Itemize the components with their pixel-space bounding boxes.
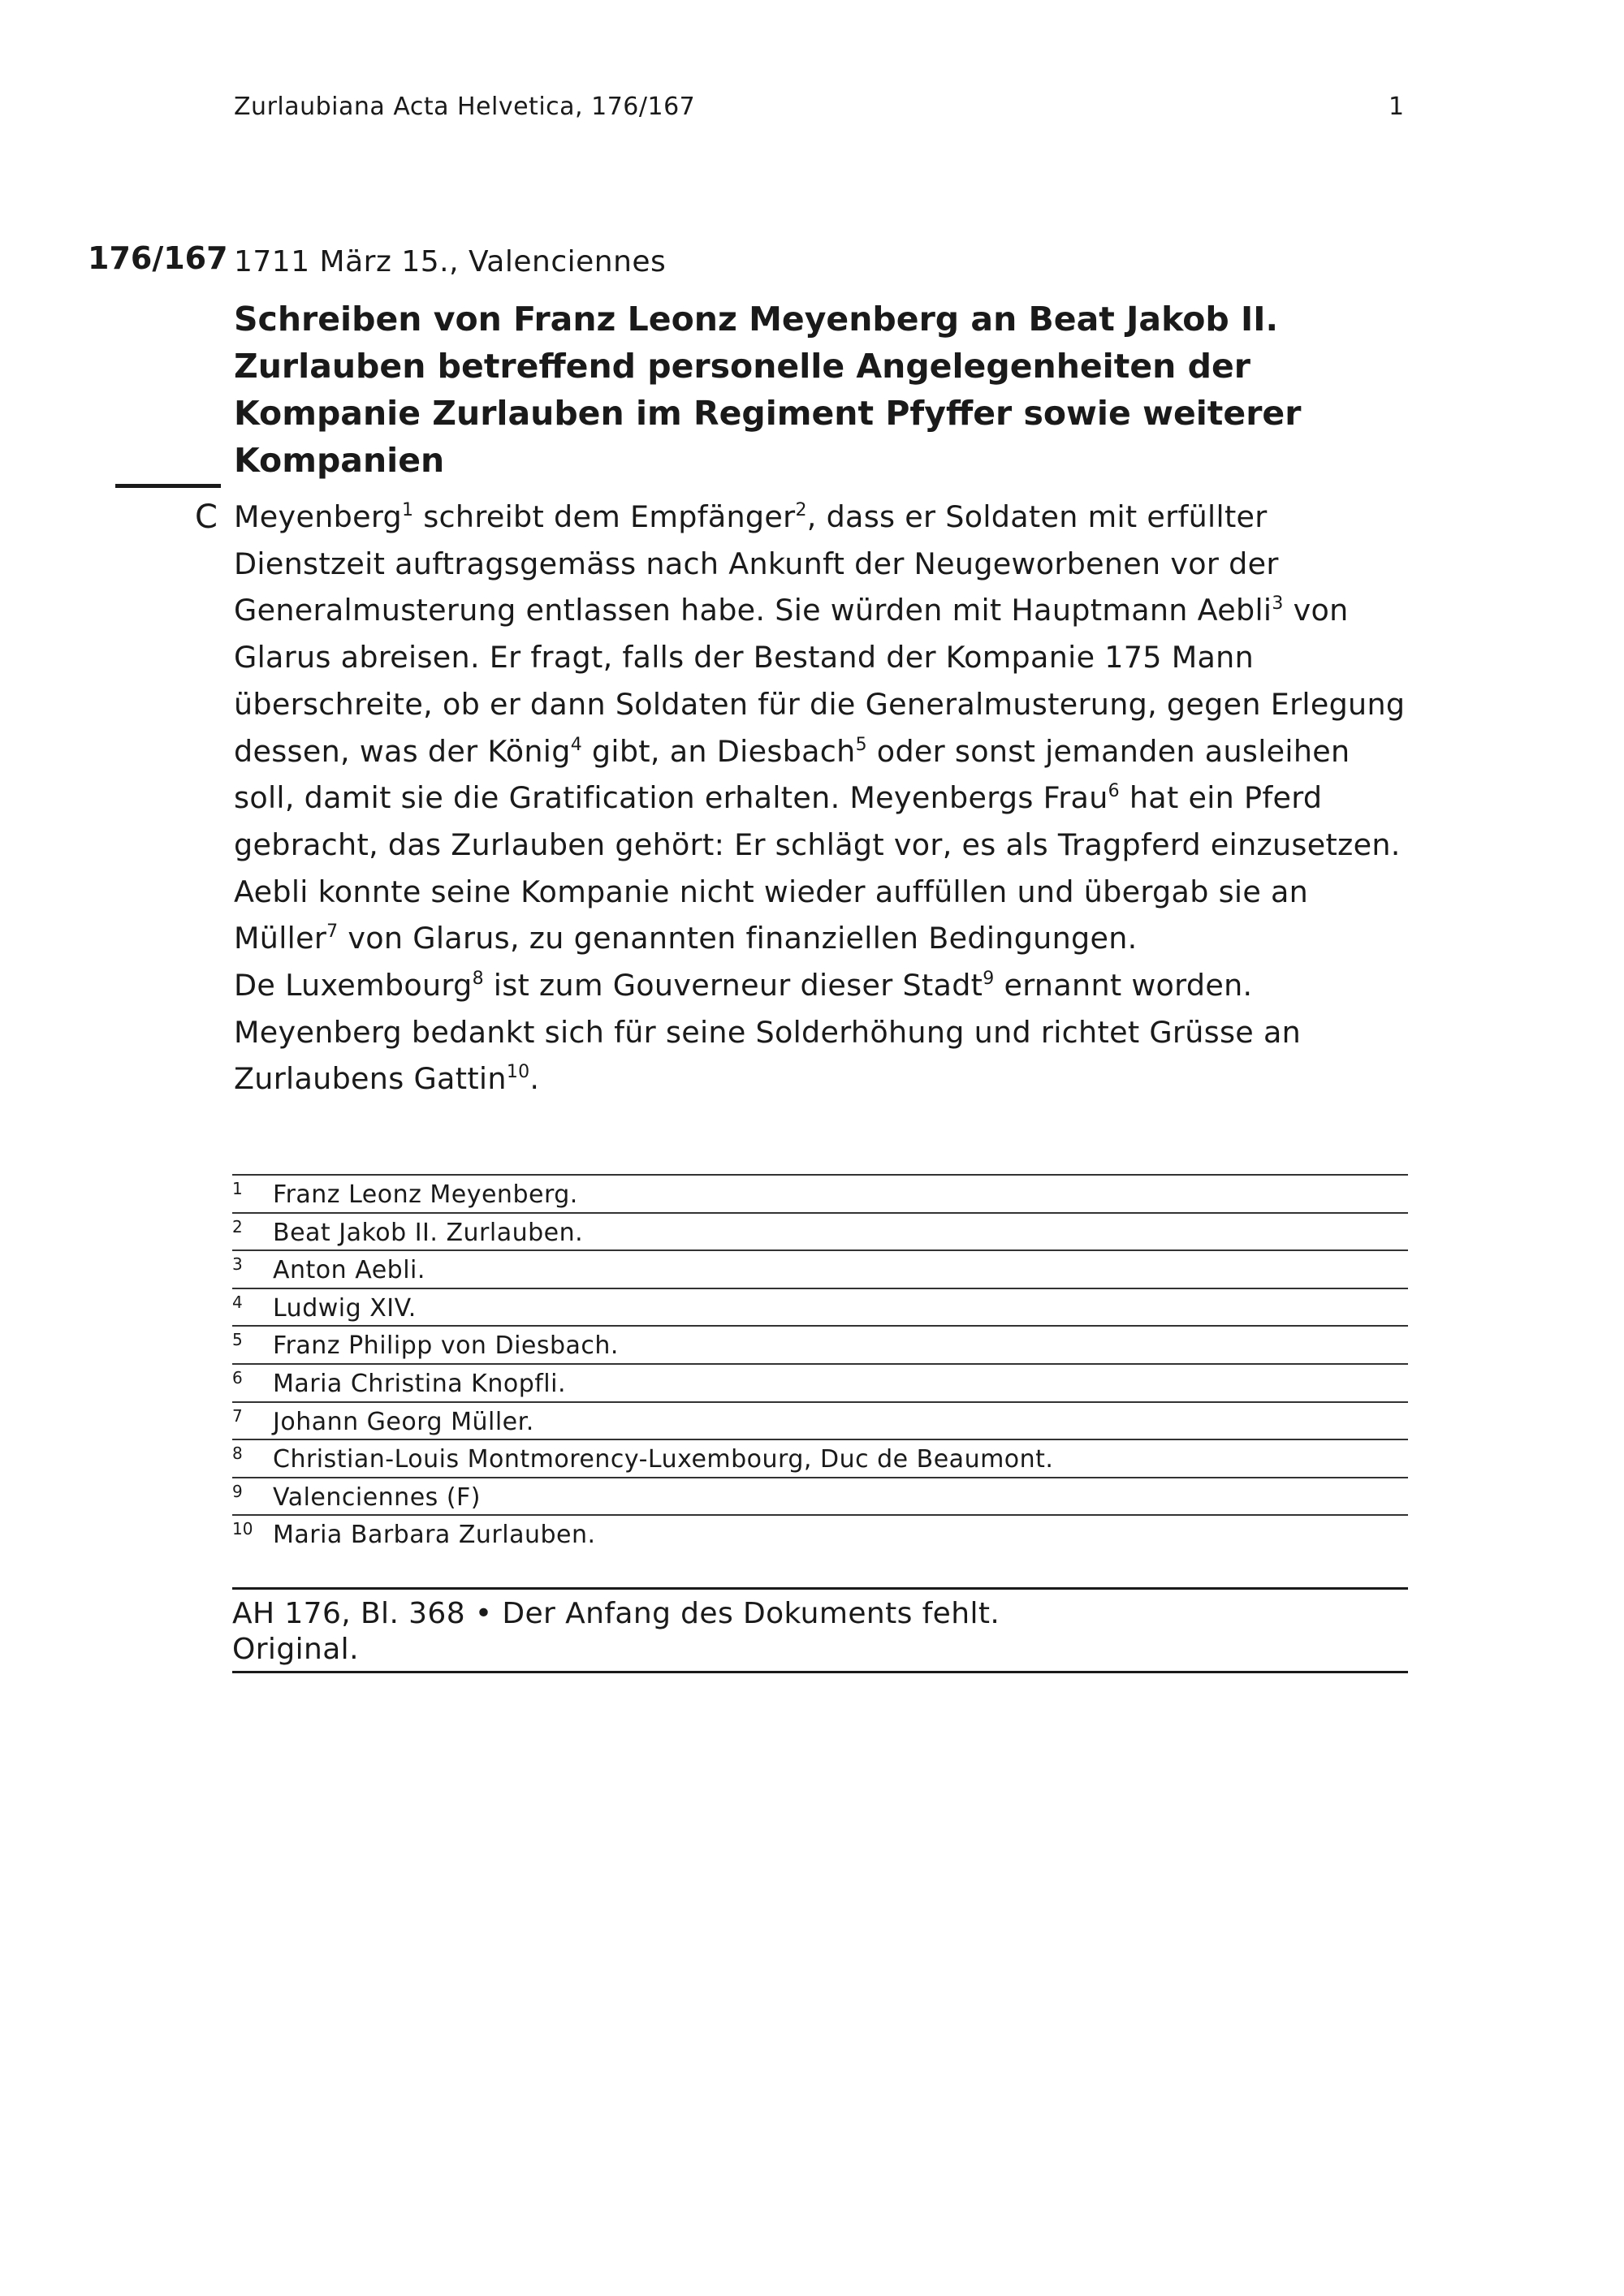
footnote-ref[interactable]: 4 <box>570 734 583 755</box>
source-note <box>232 1587 1408 1673</box>
footnote-ref[interactable]: 10 <box>506 1062 530 1083</box>
summary-paragraph-3 <box>234 962 1419 1009</box>
summary-span: gibt, an Diesbach <box>582 733 856 769</box>
footnote-ref[interactable]: 2 <box>795 500 807 520</box>
summary-span: schreibt dem Empfänger <box>413 499 796 534</box>
footnote-ref[interactable]: 8 <box>472 969 484 990</box>
summary-paragraph-4 <box>234 1009 1419 1103</box>
footnote-item <box>232 1249 1408 1288</box>
summary-span: Aebli konnte seine Kompanie nicht wieder auffüllen und übergab sie an Müller <box>234 874 1309 956</box>
footnote-text: Christian-Louis Montmorency-Luxembourg, Duc de Beaumont. <box>273 1445 1054 1474</box>
footnote-number: 5 <box>232 1330 243 1350</box>
footnote-ref[interactable]: 1 <box>402 500 414 520</box>
footnote-ref[interactable]: 5 <box>855 734 867 755</box>
summary-span: , dass er Soldaten mit erfüllter Dienstzeit auftragsgemäss nach Ankunft der Neugeworbenen vor der Generalmusterung entlassen habe. Sie würden mit Hauptmann Aebli <box>234 499 1279 628</box>
summary-span: De Luxembourg <box>234 968 473 1003</box>
footnote-number: 7 <box>232 1405 243 1426</box>
footnote-text: Beat Jakob II. Zurlauben. <box>273 1218 584 1247</box>
footnote-item <box>232 1325 1408 1363</box>
summary-span: . <box>529 1061 540 1097</box>
summary-paragraph-1 <box>234 494 1419 869</box>
margin-rule <box>115 484 221 488</box>
footnote-item <box>232 1439 1408 1477</box>
document-title: Schreiben von Franz Leonz Meyenberg an Beat Jakob II. Zurlauben betreffend personelle Angelegenheiten der Kompanie Zurlauben im Regiment Pfyffer sowie weiterer Kompanien <box>234 300 1302 480</box>
footnote-list <box>232 1174 1408 1552</box>
footnote-ref[interactable]: 6 <box>1108 781 1120 802</box>
footnote-item <box>232 1288 1408 1326</box>
footnote-item <box>232 1212 1408 1250</box>
footnote-text: Anton Aebli. <box>273 1256 425 1285</box>
footnote-item <box>232 1174 1408 1212</box>
footnote-ref[interactable]: 7 <box>326 921 339 943</box>
margin-letter: C <box>195 498 218 536</box>
summary-span: von Glarus, zu genannten finanziellen Bedingungen. <box>338 921 1138 956</box>
footnote-item <box>232 1477 1408 1515</box>
footnote-text: Maria Barbara Zurlauben. <box>273 1521 596 1550</box>
summary-span: Meyenberg <box>234 499 402 534</box>
footnote-number: 10 <box>232 1519 253 1539</box>
summary-span: ist zum Gouverneur dieser Stadt <box>483 968 983 1003</box>
footnote-number: 9 <box>232 1481 243 1501</box>
footnote-text: Johann Georg Müller. <box>273 1407 534 1436</box>
footnote-number: 1 <box>232 1179 243 1198</box>
summary-span: Meyenberg bedankt sich für seine Solderhöhung und richtet Grüsse an Zurlaubens Gattin <box>234 1014 1302 1097</box>
page-number: 1 <box>1389 93 1405 121</box>
footnote-ref[interactable]: 3 <box>1272 593 1284 615</box>
footnote-number: 3 <box>232 1254 243 1275</box>
footnote-text: Franz Philipp von Diesbach. <box>273 1331 619 1361</box>
summary-text <box>234 494 1419 1103</box>
summary-span: oder sonst jemanden ausleihen soll, damit sie die Gratification erhalten. Meyenbergs Frau <box>234 733 1350 816</box>
document-date-place: 1711 März 15., Valenciennes <box>234 245 667 278</box>
footnote-ref[interactable]: 9 <box>983 969 995 990</box>
footnote-item <box>232 1401 1408 1439</box>
footnote-number: 2 <box>232 1216 243 1236</box>
footnote-item <box>232 1514 1408 1552</box>
footnote-text: Franz Leonz Meyenberg. <box>273 1180 578 1209</box>
summary-span: von Glarus abreisen. Er fragt, falls der Bestand der Kompanie 175 Mann überschreite, ob er dann Soldaten für die Generalmusterung, gegen Erlegung dessen, was der König <box>234 593 1406 769</box>
footnote-number: 6 <box>232 1367 243 1388</box>
summary-span: ernannt worden. <box>994 968 1253 1003</box>
document-number: 176/167 <box>88 240 228 276</box>
footnote-item <box>232 1363 1408 1401</box>
summary-paragraph-2 <box>234 869 1419 962</box>
summary-span: hat ein Pferd gebracht, das Zurlauben gehört: Er schlägt vor, es als Tragpferd einzusetzen. <box>234 780 1401 862</box>
footnote-number: 8 <box>232 1444 243 1464</box>
footnote-text: Valenciennes (F) <box>273 1482 481 1512</box>
footnote-text: Ludwig XIV. <box>273 1293 417 1323</box>
running-title: Zurlaubiana Acta Helvetica, 176/167 <box>234 93 696 121</box>
source-line: Original. <box>232 1633 359 1666</box>
source-line: AH 176, Bl. 368 • Der Anfang des Dokuments fehlt. <box>232 1597 1000 1630</box>
footnote-number: 4 <box>232 1292 243 1312</box>
footnote-text: Maria Christina Knopfli. <box>273 1369 566 1398</box>
